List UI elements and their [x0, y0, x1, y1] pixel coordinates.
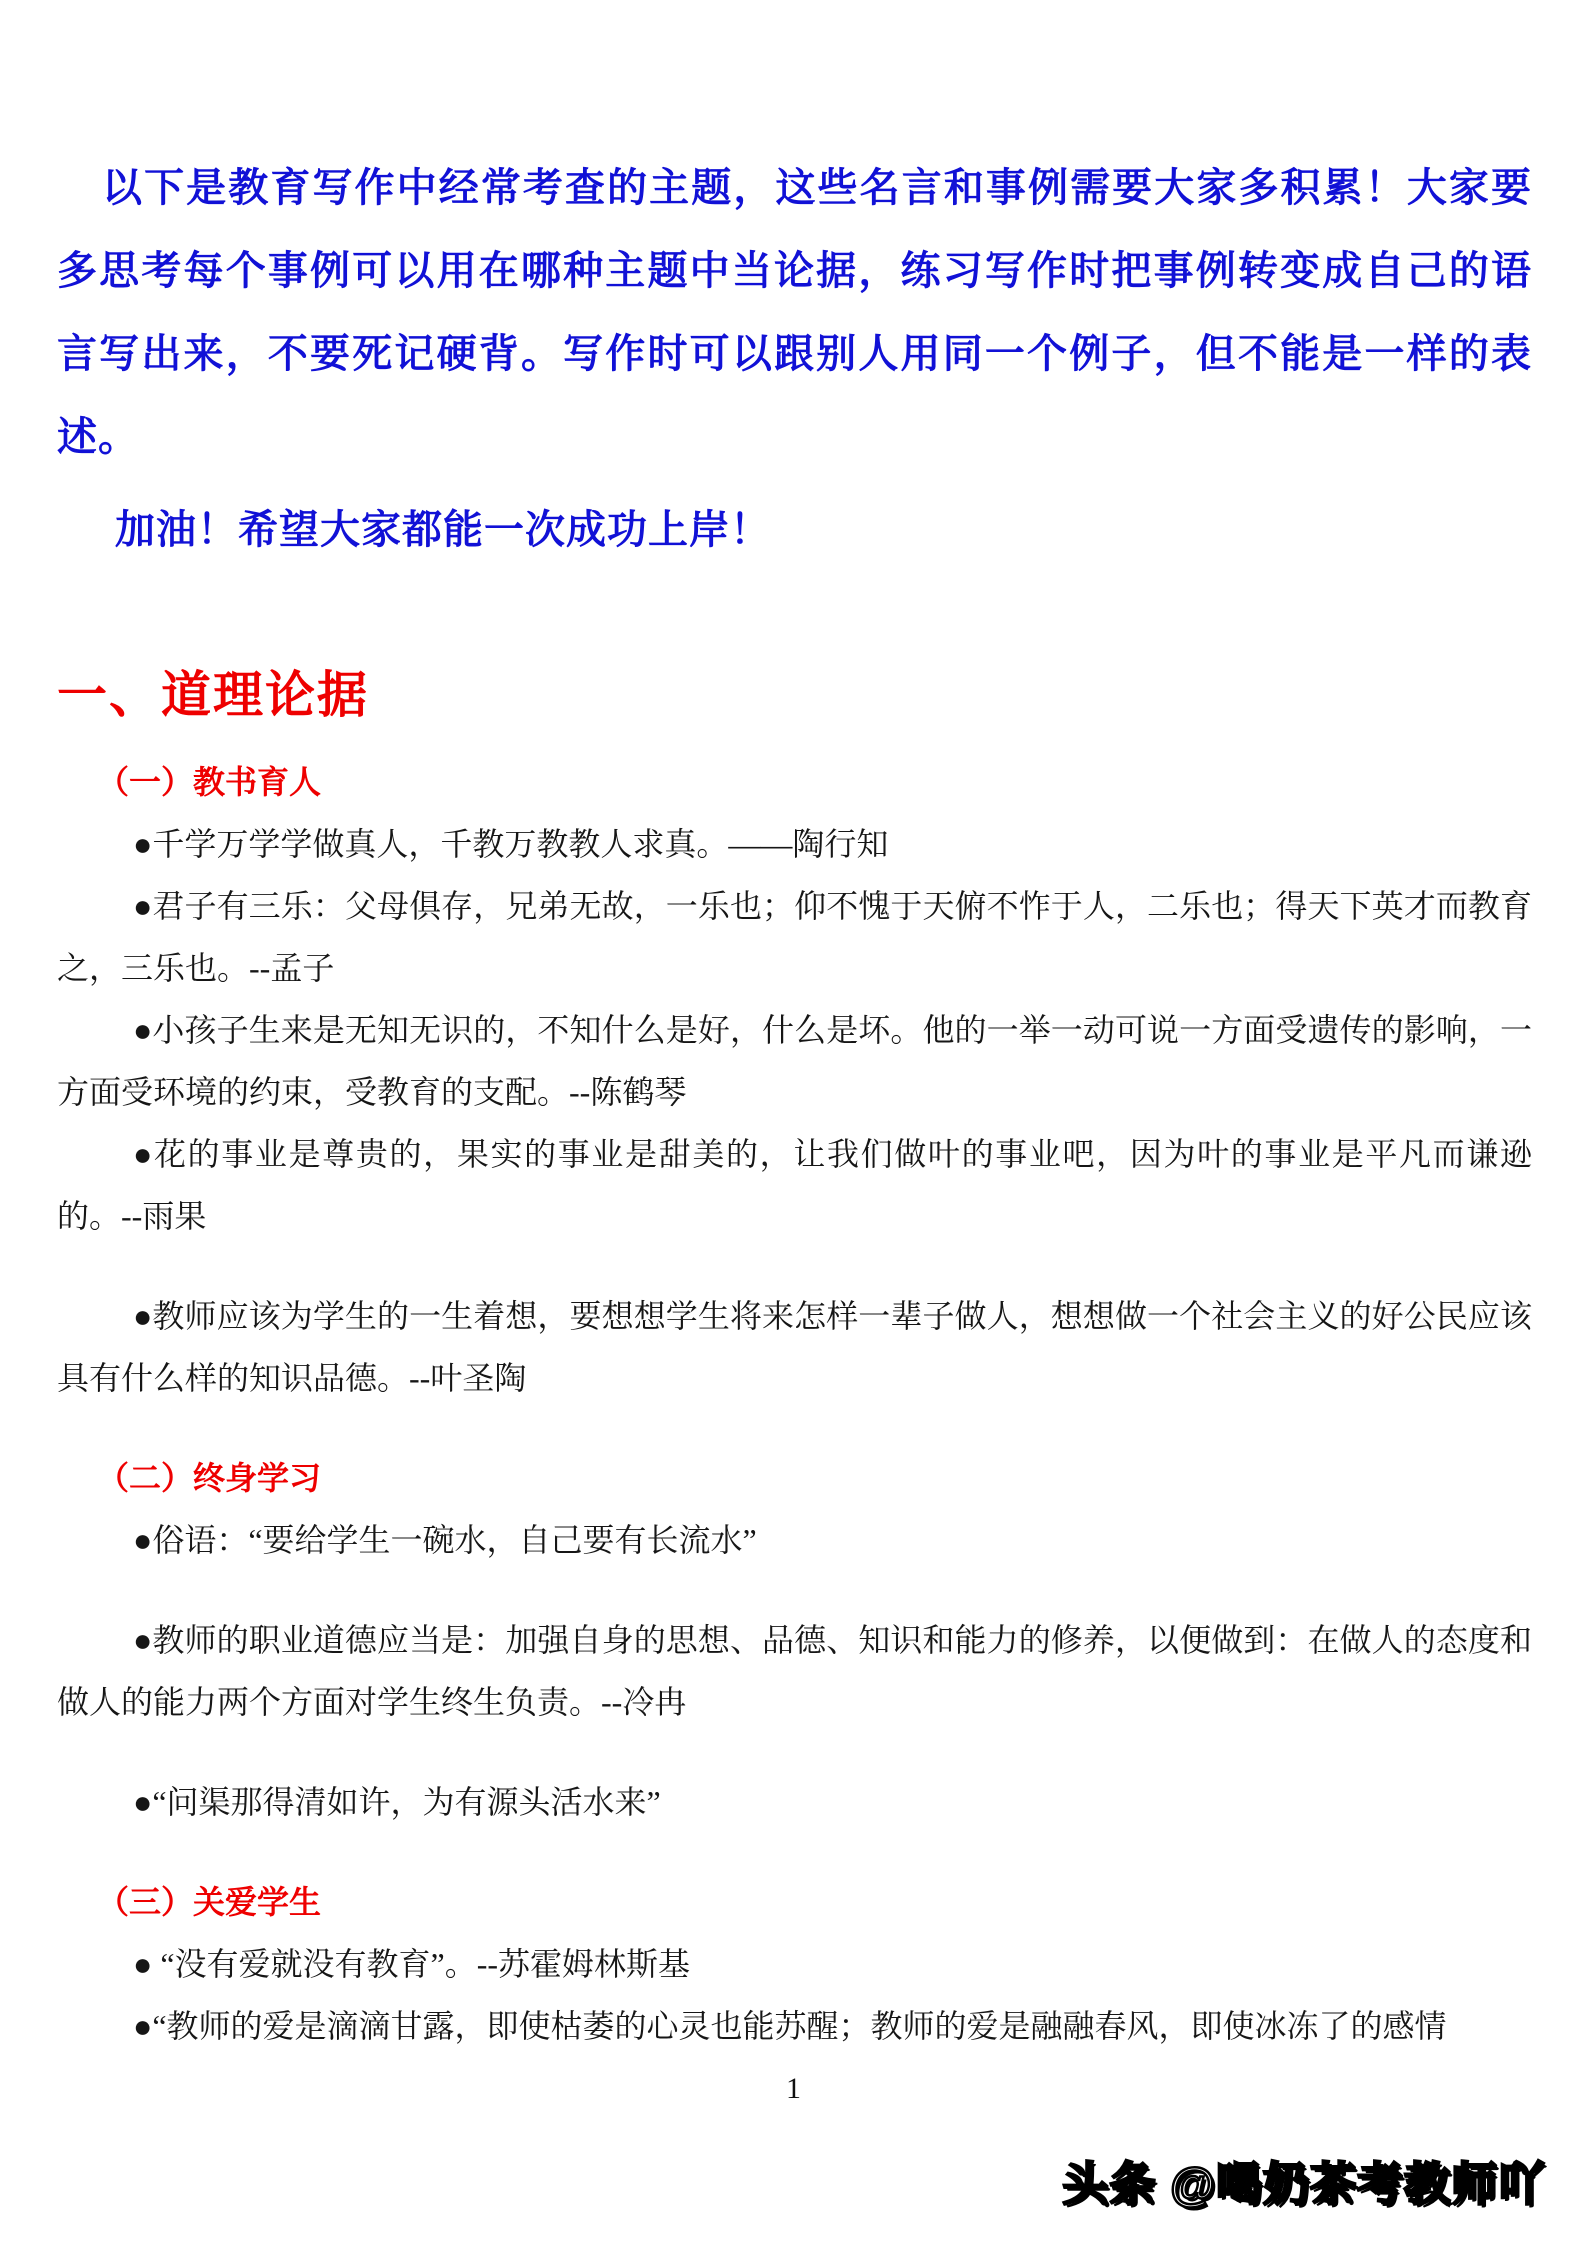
quote-item: ● “没有爱就没有教育”。--苏霍姆林斯基	[133, 1946, 691, 1982]
page-number: 1	[786, 2072, 801, 2105]
subsection-title-2: （二）终身学习	[97, 1460, 322, 1496]
quote-item: ●花的事业是尊贵的，果实的事业是甜美的，让我们做叶的事业吧，因为叶的事业是平凡而谦逊的。--雨果	[57, 1136, 1532, 1234]
quote-item: ●俗语：“要给学生一碗水，自己要有长流水”	[133, 1522, 757, 1558]
subsection-title-1: （一）教书育人	[97, 764, 322, 800]
quote-item: ●教师的职业道德应当是：加强自身的思想、品德、知识和能力的修养，以便做到：在做人的态度和做人的能力两个方面对学生终生负责。--冷冉	[57, 1622, 1532, 1720]
quote-item: ●小孩子生来是无知无识的，不知什么是好，什么是坏。他的一举一动可说一方面受遗传的影响，一方面受环境的约束，受教育的支配。--陈鹤琴	[57, 1012, 1532, 1110]
quote-item: ●“问渠那得清如许，为有源头活水来”	[133, 1784, 661, 1820]
quote-item: ●千学万学学做真人，千教万教教人求真。——陶行知	[133, 826, 889, 862]
subsection-title-3: （三）关爱学生	[97, 1884, 322, 1920]
watermark-toutiao: 头条 @喝奶茶考教师吖	[1062, 2158, 1545, 2210]
page-content	[57, 0, 1532, 2057]
quote-item: ●“教师的爱是滴滴甘露，即使枯萎的心灵也能苏醒；教师的爱是融融春风，即使冰冻了的感情	[133, 2008, 1447, 2044]
quote-item: ●教师应该为学生的一生着想，要想想学生将来怎样一辈子做人，想想做一个社会主义的好公民应该具有什么样的知识品德。--叶圣陶	[57, 1298, 1532, 1396]
encouragement-line: 加油！希望大家都能一次成功上岸！	[115, 507, 771, 552]
intro-paragraph: 以下是教育写作中经常考查的主题，这些名言和事例需要大家多积累！大家要多思考每个事例可以用在哪种主题中当论据，练习写作时把事例转变成自己的语言写出来，不要死记硬背。写作时可以跟别人用同一个例子，但不能是一样的表述。	[57, 165, 1532, 459]
section-heading: 一、道理论据	[57, 667, 369, 723]
quote-item: ●君子有三乐：父母俱存，兄弟无故，一乐也；仰不愧于天俯不怍于人，二乐也；得天下英才而教育之，三乐也。--孟子	[57, 888, 1532, 986]
